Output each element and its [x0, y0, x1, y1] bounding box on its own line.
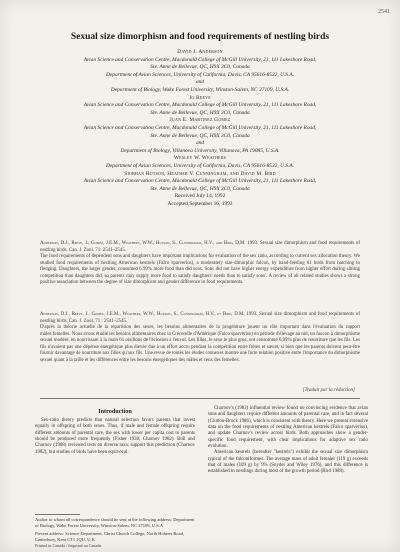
page-number: 2541	[378, 9, 390, 15]
abstract-title-line: Sexual size dimorphism and food requirements of nestling birds. Can. J. Zool. 71: 2541–2545.	[40, 241, 360, 253]
author-name: Jo Reeve	[189, 94, 211, 101]
article-title: Sexual size dimorphism and food requirements of nestling birds	[70, 32, 330, 42]
resume-title-line: Sexual size dimorphism and food requirements of nestling birds. Can. J. Zool. 71 : 2541–2545.	[40, 312, 360, 324]
affiliation-line: Ste. Anne de Bellevue, QC, H9X 3C0, Canada	[150, 132, 250, 139]
affiliation-line: Avian Science and Conservation Centre, Macdonald College of McGill University, 21, 111 Lakeshore Road,	[83, 178, 317, 185]
affiliation-line: Ste. Anne de Bellevue, QC, H9X 3C0, Canada	[150, 64, 250, 71]
footnote-correspondence: Author to whom all correspondence should be sent at the following address: Department of Biology, Wake Forest University, Winston-Salem, NC 27109, U.S.A.	[35, 517, 195, 528]
intro-paragraph: American kestrels (hereafter "kestrels") exhibit the sexual size dimorphism typical of the falconiformes. The average mass of adult females (119 g) exceeds that of males (109 g) by 9% (Snyder and Wiley 1976), and this difference is established in nestlings during most of the growth period (Bird 1988).	[208, 450, 368, 475]
author-name: Siobhan Hutson, Heather V. Cunningham, and David M. Bird	[124, 170, 276, 177]
printed-in-canada: Printed in Canada / Imprimé au Canada	[35, 543, 102, 548]
intro-paragraph: Charnov's (1982) influential review found no convincing evidence that avian sons and daughters require different amounts of parental care, and in fact several (Clutton-Brock 1986), which is consistent with theory. Here we present extensive data on the food requirements of nestling American kestrels (Falco sparverius), and update Charnov's review across birds. Both approaches show a gender-specific food requirement, with clear implications for adaptive sex ratio evolution.	[208, 406, 368, 450]
translation-note: [Traduit par la rédaction]	[302, 388, 355, 393]
intro-paragraph: Sex-ratio theory predicts that natural selection favors parents that invest equally in offspring of both sexes. Thus, if male and female offspring require different amounts of parental care, the sex with lower per capita cost to parents should be produced more frequently (Fisher 1930; Charnov 1982). Bull and Charnov (1988) reviewed tests on diverse taxa; support this prediction (Charnov 1982), but studies of birds have been equivocal.	[35, 418, 195, 455]
author-name: David J. Anderson	[177, 49, 223, 55]
affiliation-line: Department of Avian Sciences, University of California, Davis, CA 95616-8532, U.S.A.	[105, 162, 294, 169]
affiliation-line: Avian Science and Conservation Centre, Macdonald College of McGill University, 21, 111 Lakeshore Road,	[83, 124, 317, 131]
resume-citation: Anderson, D.J., Reeve, J., Gomez, J.E.M., Weathers, W.W., Hutson, S., Cunningham, H.V., et Bird, D.M. 1993.	[40, 312, 258, 317]
affiliation-line: and	[195, 79, 205, 86]
footnote-present-address: Present address: Science Department, Christ Church College, North Holmes Road, Canterbury, Kent CT1 1QU, U.K.	[35, 531, 184, 542]
footnote-divider	[35, 514, 80, 515]
affiliation-line: Avian Science and Conservation Centre, Macdonald College of McGill University, 21, 111 Lakeshore Road,	[83, 102, 317, 109]
section-divider	[40, 398, 360, 399]
right-column	[208, 406, 368, 476]
abstract-english	[40, 241, 360, 287]
abstract-body: The food requirements of dependent sons and daughters have important implications for evaluation of the sex ratio, according to current sex allocation theory. We studied food requirements of nestling American kestrels (Falco sparverius), a moderately size-dimorphic falcon, by hand-feeding 61 birds from hatching to fledging. Daughters, the larger gender, consumed 6.99% more food than did sons. Sons did not have higher energy expenditure from higher effort during sibling competition than daughters did, so parents may supply more food to satisfy daughters' needs than to satisfy sons'. A review of all related studies shows a strong positive association between the degree of size dimorphism and gender difference in food requirements.	[40, 254, 360, 286]
resume-body: D'après la théorie actuelle de la répartition des sexes, les besoins alimentaires de la progéniture jouent un rôle important dans l'évaluation du rapport mâles:femelles. Nous avons étudié les besoins alimentaires chez la Crécerelle d'Amérique (Falco sparverius) en période d'élevage au nid, un faucon à dimorphisme sexuel modéré, en nourrissant à la main 61 oisillons de l'éclosion à l'envol. Les filles, le sexe le plus gros, ont consommé 6,99% plus de nourriture que les fils. Les fils n'avaient pas une dépense énergétique plus élevée due à un effort accru pendant la compétition entre frères et sœurs, si bien que les parents doivent peut-être fournir davantage de nourriture aux filles qu'aux fils. Une revue de toutes les études connexes montre une forte relation positive entre l'importance du dimorphisme sexuel quant à la taille et les différences entre les besoins énergétiques des mâles et ceux des femelles.	[40, 325, 360, 363]
affiliation-line: Department of Biology, Villanova University, Villanova, PA 19085, U.S.A.	[120, 147, 280, 154]
abstract-citation: Anderson, D.J., Reeve, J., Gomez, J.E.M., Weathers, W.W., Hutson, S., Cunningham, H.V., and Bird, D.M. 1993.	[40, 241, 259, 246]
affiliation-line: Avian Science and Conservation Centre, Macdonald College of McGill University, 21, 111 Lakeshore Road,	[83, 56, 317, 63]
affiliation-line: Ste. Anne de Bellevue, QC, H9X 3C0, Canada	[150, 185, 250, 192]
affiliation-line: Department of Avian Sciences, University of California, Davis, CA 95616-8532, U.S.A.	[105, 71, 294, 78]
introduction-heading: Introduction	[98, 408, 132, 415]
received-date: Received July 14, 1992	[174, 193, 226, 200]
received-date: Accepted September 16, 1993	[167, 200, 233, 207]
affiliation-line: Department of Biology, Wake Forest University, Winston-Salem, NC 27109, U.S.A.	[110, 86, 290, 93]
affiliation-line: and	[195, 140, 205, 147]
affiliation-line: Ste. Anne de Bellevue, QC, H9X 3C0, Canada	[150, 109, 250, 116]
author-block	[40, 49, 360, 208]
author-name: Juan E. Martinez Gomez	[169, 117, 231, 124]
author-name: Wesley W. Weathers	[173, 155, 227, 162]
abstract-french	[40, 312, 360, 364]
left-column	[35, 406, 195, 456]
